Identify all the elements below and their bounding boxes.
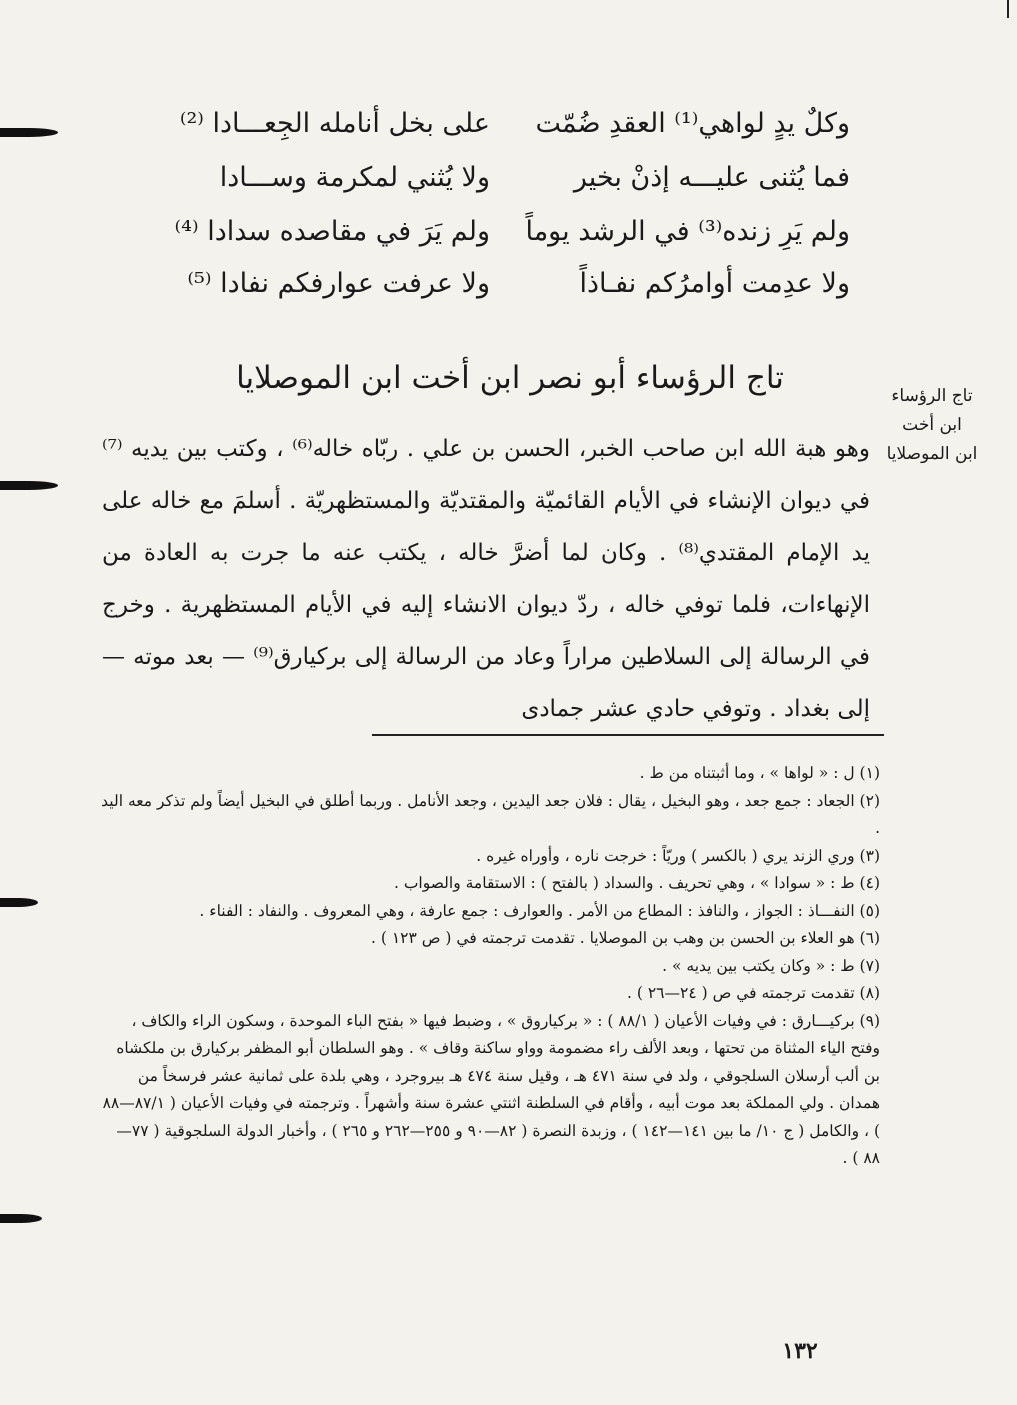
margin-mark xyxy=(0,128,58,137)
poem-verse xyxy=(150,206,850,258)
entry-paragraph: وهو هبة الله ابن صاحب الخبر، الحسن بن علي . ربّاه خاله⁽⁶⁾ ، وكتب بين يديه ⁽⁷⁾ في ديوان الإنشاء في الأيام القائميّة والمقتديّة والمستظهريّة . أسلمَ مع خاله على يد الإمام المقتدي⁽⁸⁾ . وكان لما أضرَّ خاله ، يكتب عنه ما جرت به العادة من الإنهاءات، فلما توفي خاله ، ردّ ديوان الانشاء إليه في الأيام المستظهرية . وخرج في الرسالة إلى السلاطين مراراً وعاد من الرسالة إلى بركيارق⁽⁹⁾ — بعد موته — إلى بغداد . وتوفي حادي عشر جمادى xyxy=(102,436,870,722)
verse-first-hemistich: وكلٌ يدٍ لواهي⁽¹⁾ العقدِ ضُمّت xyxy=(535,108,850,139)
footnote: (٧) ط : « وكان يكتب بين يديه » . xyxy=(662,956,880,975)
edge-line xyxy=(1007,0,1009,18)
footnote: (٨) تقدمت ترجمته في ص ( ٢٤—٢٦ ) . xyxy=(627,984,880,1002)
page-number: ١٣٢ xyxy=(782,1338,818,1364)
verse-second-hemistich: ولم يَرَ في مقاصده سدادا ⁽⁴⁾ xyxy=(174,216,490,247)
footnote: (٣) وري الزند يري ( بالكسر ) وريّاً : خرجت ناره ، وأوراه غيره . xyxy=(476,846,880,865)
poem-verse xyxy=(150,152,850,204)
margin-mark xyxy=(0,898,38,907)
margin-note xyxy=(862,382,1002,469)
verse-second-hemistich: ولا عرفت عوارفكم نفادا ⁽⁵⁾ xyxy=(187,268,490,299)
footnote: (١) ل : « لواها » ، وما أثبتناه من ط . xyxy=(639,764,880,782)
footnote: (٤) ط : « سوادا » ، وهي تحريف . والسداد ( بالفتح ) : الاستقامة والصواب . xyxy=(393,874,880,892)
margin-note-line: ابن أخت xyxy=(902,415,962,435)
entry-heading: تاج الرؤساء أبو نصر ابن أخت ابن الموصلايا xyxy=(236,360,784,396)
footnote: (٢) الجعاد : جمع جعد ، وهو البخيل ، يقال : فلان جعد اليدين ، وجعد الأنامل . وربما أطلق في البخيل أيضاً ولم تذكر معه اليد . xyxy=(101,791,880,837)
footnote: (٩) بركيـــارق : في وفيات الأعيان ( ٨٨/١ ) : « بركياروق » ، وضبط فيها « بفتح الباء الموحدة ، وسكون الراء والكاف ، وفتح الياء المثناة من تحتها ، وبعد الألف راء مضمومة وواو ساكنة وقاف » . وهو السلطان أبو المظفر بركيارق بن ملكشاه بن ألب أرسلان السلجوقي ، ولد في سنة ٤٧١ هـ ، وقيل سنة ٤٧٤ هـ بيروجرد ، وهي بلدة على ثمانية عشر فرسخاً من همدان . ولي المملكة بعد موت أبيه ، وأقام في السلطنة اثنتي عشرة سنة وأشهراً . وترجمته في وفيات الأعيان ( ٨٧/١—٨٨ ) ، والكامل ( ج ١٠/ ما بين ١٤١—١٤٢ ) ، وزبدة النصرة ( ٨٢—٩٠ و ٢٥٥—٢٦٢ و ٢٦٥ ) ، وأخبار الدولة السلجوقية ( ٧٧—٨٨ ) . xyxy=(102,1011,880,1167)
margin-mark xyxy=(0,481,58,490)
verse-first-hemistich: ولم يَرِ زنده⁽³⁾ في الرشد يوماً xyxy=(525,216,850,247)
poem-verse xyxy=(150,258,850,310)
footnote: (٦) هو العلاء بن الحسن بن وهب بن الموصلايا . تقدمت ترجمته في ( ص ١٢٣ ) . xyxy=(371,929,880,947)
verse-second-hemistich: على بخل أنامله الجِعـــادا ⁽²⁾ xyxy=(179,108,490,139)
verse-second-hemistich: ولا يُثني لمكرمة وســـادا xyxy=(219,162,490,193)
verse-first-hemistich: فما يُثنى عليـــه إذنْ بخير xyxy=(573,162,850,193)
poem-verse xyxy=(150,98,850,150)
footnote: (٥) النفـــاذ : الجواز ، والنافذ : المطاع من الأمر . والعوارف : جمع عارفة ، وهي المعروف . والنفاد : الفناء . xyxy=(199,901,880,920)
verse-first-hemistich: ولا عدِمت أوامرُكم نفـاذاً xyxy=(579,268,850,299)
footnotes xyxy=(100,760,880,1173)
entry-body xyxy=(102,423,870,735)
footnote-separator xyxy=(372,734,884,736)
margin-note-line: ابن الموصلايا xyxy=(886,444,978,464)
margin-note-line: تاج الرؤساء xyxy=(891,386,973,406)
margin-mark xyxy=(0,1214,42,1223)
